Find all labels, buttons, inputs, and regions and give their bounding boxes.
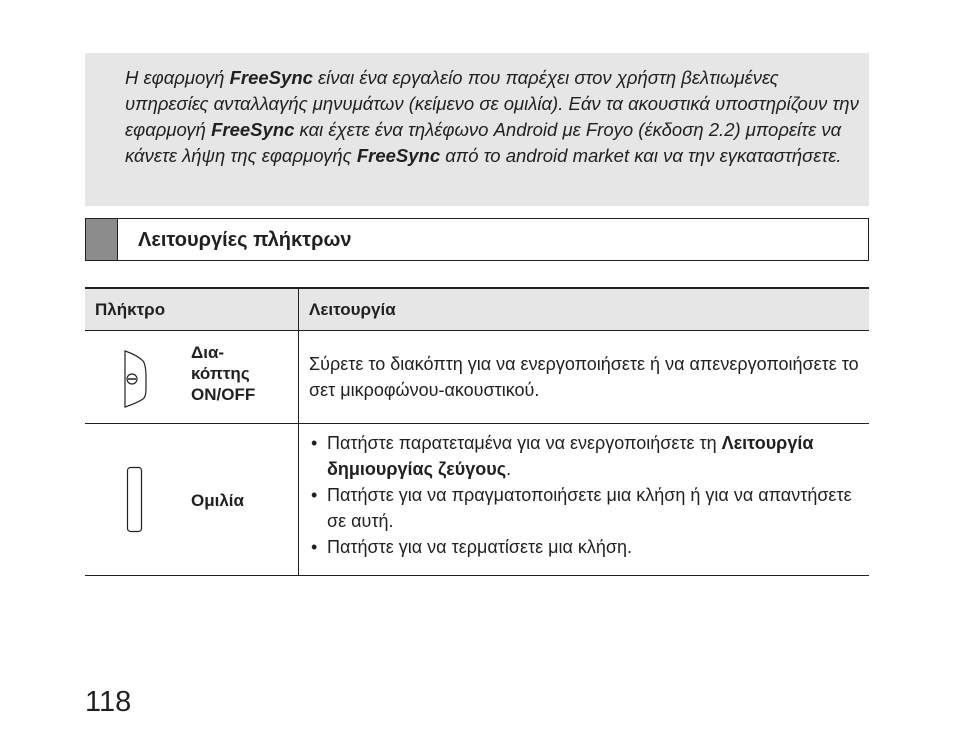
page-number: 118 [85, 686, 132, 718]
function-desc [299, 424, 870, 576]
info-note [85, 53, 869, 206]
table-header-row [85, 288, 869, 331]
key-functions-table [85, 287, 869, 576]
key-cell [85, 424, 299, 576]
section-header [85, 218, 869, 261]
table-row [85, 331, 869, 424]
table-row [85, 424, 869, 576]
key-label: Δια- κόπτης ON/OFF [191, 343, 256, 404]
list-item: • Πατήστε για να τερματίσετε μια κλήση. [309, 534, 859, 560]
function-desc: Σύρετε το διακόπτη για να ενεργοποιήσετε ή να απενεργοποιήσετε το σετ μικροφώνου-ακουστικού. [299, 331, 870, 424]
note-text: Η εφαρμογή FreeSync είναι ένα εργαλείο που παρέχει στον χρήστη βελτιωμένες υπηρεσίες ανταλλαγής μηνυμάτων (κείμενο σε ομιλία). Εάν τα ακουστικά υποστηρίζουν την εφαρμογή FreeSync και έχετε ένα τηλέφωνο Android με Froyo (έκδοση 2.2) μπορείτε να κάνετε λήψη της εφαρμογής FreeSync από το android market και να την εγκαταστήσετε. [125, 67, 859, 166]
key-label: Ομιλία [191, 491, 244, 510]
section-title: Λειτουργίες πλήκτρων [138, 229, 352, 251]
talk-button-icon [126, 466, 144, 534]
header-function: Λειτουργία [299, 288, 870, 331]
side-switch-icon [123, 349, 149, 409]
list-item: • Πατήστε παρατεταμένα για να ενεργοποιήσετε τη Λειτουργία δημιουργίας ζεύγους. [309, 430, 859, 482]
key-cell [85, 331, 299, 424]
header-key: Πλήκτρο [85, 288, 299, 331]
section-marker [86, 219, 118, 260]
list-item: • Πατήστε για να πραγματοποιήσετε μια κλήση ή για να απαντήσετε σε αυτή. [309, 482, 859, 534]
